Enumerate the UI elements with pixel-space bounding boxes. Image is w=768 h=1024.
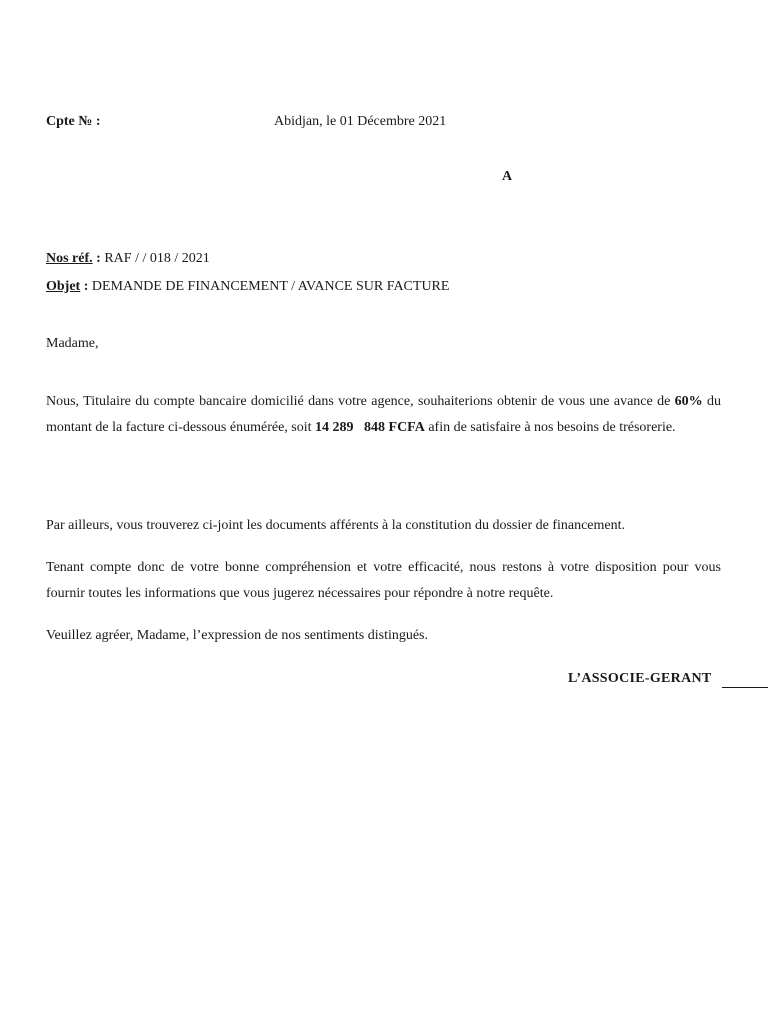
reference-label: Nos réf. xyxy=(46,251,93,266)
recipient-line: A xyxy=(502,169,513,184)
advance-percentage: 60% xyxy=(674,394,703,409)
reference-separator: : xyxy=(92,251,105,266)
paragraph-availability: Tenant compte donc de votre bonne compréhension et votre efficacité, nous restons à votre disposition pour vous fournir toutes les informations que vous jugerez nécessaires pour répondre à notre requête. xyxy=(46,560,721,601)
salutation: Madame, xyxy=(46,336,99,351)
account-number-label: Cpte № : xyxy=(46,114,101,129)
subject-line xyxy=(46,279,449,295)
reference-value: RAF / / 018 / 2021 xyxy=(104,251,210,266)
date-line: Abidjan, le 01 Décembre 2021 xyxy=(274,114,447,129)
paragraph-request xyxy=(46,389,721,440)
subject-label: Objet xyxy=(46,279,81,294)
paragraph-attachments: Par ailleurs, vous trouverez ci-joint les documents afférents à la constitution du dossier de financement. xyxy=(46,518,626,533)
closing-formula: Veuillez agréer, Madame, l’expression de nos sentiments distingués. xyxy=(46,628,429,643)
paragraph-request-part2: du montant de la facture ci-dessous énumérée, soit xyxy=(46,394,722,435)
subject-separator: : xyxy=(80,279,92,294)
paragraph-request-part1: Nous, Titulaire du compte bancaire domicilié dans votre agence, souhaiterions obtenir de vous une avance de xyxy=(46,394,675,409)
reference-line xyxy=(46,251,210,267)
subject-value: DEMANDE DE FINANCEMENT / AVANCE SUR FACTURE xyxy=(91,279,450,294)
signature-line xyxy=(722,687,768,688)
signature-title: L’ASSOCIE-GERANT xyxy=(568,671,712,686)
paragraph-request-part3: afin de satisfaire à nos besoins de trésorerie. xyxy=(424,419,676,435)
advance-amount: 14 289 848 FCFA xyxy=(315,419,425,435)
